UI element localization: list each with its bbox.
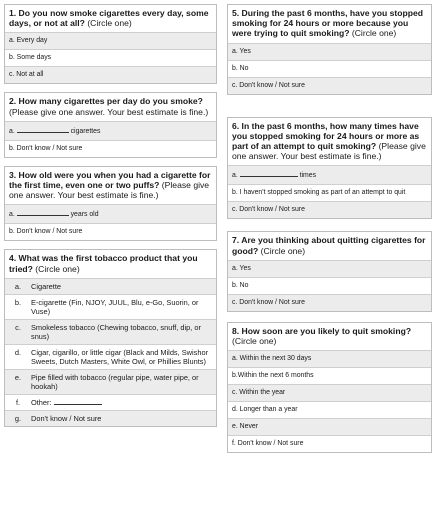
q4-option-c-text: Smokeless tobacco (Chewing tobacco, snuff, dip, or snus) — [31, 322, 201, 341]
question-8-note: (Circle one) — [232, 336, 277, 347]
question-1-note: (Circle one) — [84, 18, 132, 29]
q8-option-a[interactable]: a. Within the next 30 days — [228, 350, 431, 367]
q3-option-a-prefix: a. — [9, 211, 17, 219]
q6-option-b[interactable]: b. I haven't stopped smoking as part of an attempt to quit — [228, 184, 431, 201]
q7-option-c[interactable]: c. Don't know / Not sure — [228, 294, 431, 311]
q4-option-c-letter: c. — [15, 322, 21, 332]
question-1 — [4, 4, 217, 84]
question-3-title: 3. How old were you when you had a cigarette for the first time, even one or two puffs? — [9, 169, 211, 191]
q4-option-f[interactable] — [5, 394, 216, 410]
q4-option-e-text: Pipe filled with tobacco (regular pipe, water pipe, or hookah) — [31, 372, 199, 391]
q6-option-c[interactable]: c. Don't know / Not sure — [228, 201, 431, 218]
q8-option-d[interactable]: d. Longer than a year — [228, 401, 431, 418]
q2-option-a-prefix: a. — [9, 127, 17, 135]
q4-option-e-letter: e. — [14, 372, 22, 382]
question-6 — [227, 117, 432, 220]
q3-answer-blank[interactable] — [17, 209, 69, 216]
question-8-prompt — [228, 323, 431, 350]
question-6-title: 6. In the past 6 months, how many times have you stopped smoking for 24 hours or more as part of an attempt to quit smoking? — [232, 120, 420, 152]
question-4 — [4, 249, 217, 426]
q2-option-a-suffix: cigarettes — [68, 127, 101, 135]
question-2-title: 2. How many cigarettes per day do you smoke? — [9, 96, 203, 107]
question-1-prompt — [5, 5, 216, 32]
q3-option-b[interactable]: b. Don't know / Not sure — [5, 223, 216, 240]
q4-option-b-letter: b. — [14, 297, 22, 307]
q2-answer-blank[interactable] — [17, 126, 69, 133]
q4-option-b[interactable] — [5, 294, 216, 319]
q4-option-b-text: E-cigarette (Fin, NJOY, JUUL, Blu, e-Go, Suorin, or Vuse) — [31, 297, 199, 316]
question-4-prompt — [5, 250, 216, 277]
q4-option-g-letter: g. — [14, 413, 22, 423]
q8-option-e[interactable]: e. Never — [228, 418, 431, 435]
question-7-note: (Circle one) — [258, 245, 306, 256]
q4-option-f-label: Other: — [31, 397, 54, 407]
q3-option-a[interactable] — [5, 204, 216, 223]
question-3-note: (Please give one answer. Your best estimate is fine.) — [9, 180, 210, 201]
q4-option-c[interactable] — [5, 319, 216, 344]
q5-option-a[interactable]: a. Yes — [228, 43, 431, 60]
q7-option-a[interactable]: a. Yes — [228, 260, 431, 277]
right-column — [227, 4, 432, 461]
question-6-note: (Please give one answer. Your best estimate is fine.) — [232, 141, 426, 162]
question-7-title: 7. Are you thinking about quitting cigarettes for good? — [232, 235, 426, 256]
q1-option-c[interactable]: c. Not at all — [5, 66, 216, 83]
q4-option-g-text: Don't know / Not sure — [31, 413, 102, 423]
question-8 — [227, 322, 432, 453]
q1-option-a[interactable]: a. Every day — [5, 32, 216, 49]
question-2 — [4, 92, 217, 157]
q6-option-a-suffix: times — [297, 172, 317, 180]
q4-option-d[interactable] — [5, 344, 216, 369]
question-7-prompt — [228, 232, 431, 259]
q6-option-a[interactable] — [228, 165, 431, 184]
q4-option-g[interactable] — [5, 410, 216, 426]
question-2-prompt — [5, 93, 216, 120]
question-4-title: 4. What was the first tobacco product that you tried? — [9, 253, 198, 274]
q5-option-b[interactable]: b. No — [228, 60, 431, 77]
q4-other-blank[interactable] — [54, 398, 102, 405]
q8-option-f[interactable]: f. Don't know / Not sure — [228, 435, 431, 452]
q6-answer-blank[interactable] — [240, 170, 298, 177]
q4-option-a-letter: a. — [14, 281, 22, 291]
question-7 — [227, 231, 432, 311]
q4-option-d-letter: d. — [14, 347, 22, 357]
q2-option-a[interactable] — [5, 121, 216, 140]
question-3 — [4, 166, 217, 242]
question-5-note: (Circle one) — [349, 28, 397, 39]
question-2-note: (Please give one answer. Your best estimate is fine.) — [9, 106, 209, 117]
left-column — [4, 4, 217, 435]
question-6-prompt — [228, 118, 431, 166]
spacer — [227, 103, 432, 117]
question-8-title: 8. How soon are you likely to quit smoking? — [232, 325, 412, 336]
q6-option-a-prefix: a. — [232, 172, 240, 180]
question-1-title: 1. Do you now smoke cigarettes every day, some days, or not at all? — [9, 8, 209, 29]
q8-option-b[interactable]: b.Within the next 6 months — [228, 367, 431, 384]
q7-option-b[interactable]: b. No — [228, 277, 431, 294]
q3-option-a-suffix: years old — [68, 211, 99, 219]
q4-option-a[interactable] — [5, 278, 216, 294]
q2-option-b[interactable]: b. Don't know / Not sure — [5, 140, 216, 157]
question-5-prompt — [228, 5, 431, 43]
q4-option-f-letter: f. — [15, 397, 21, 407]
q4-option-e[interactable] — [5, 369, 216, 394]
q1-option-b[interactable]: b. Some days — [5, 49, 216, 66]
q4-option-f-text — [31, 398, 216, 407]
q4-option-d-text: Cigar, cigarillo, or little cigar (Black and Milds, Swishor Sweets, Dutch Masters, White Owl, or Phillies Blunts) — [31, 347, 209, 366]
q4-option-a-text: Cigarette — [31, 281, 61, 291]
question-5-title: 5. During the past 6 months, have you stopped smoking for 24 hours or more because you were trying to quit smoking? — [232, 8, 423, 39]
question-4-note: (Circle one) — [32, 263, 80, 274]
question-5 — [227, 4, 432, 95]
question-3-prompt — [5, 167, 216, 205]
q5-option-c[interactable]: c. Don't know / Not sure — [228, 77, 431, 94]
q8-option-c[interactable]: c. Within the year — [228, 384, 431, 401]
